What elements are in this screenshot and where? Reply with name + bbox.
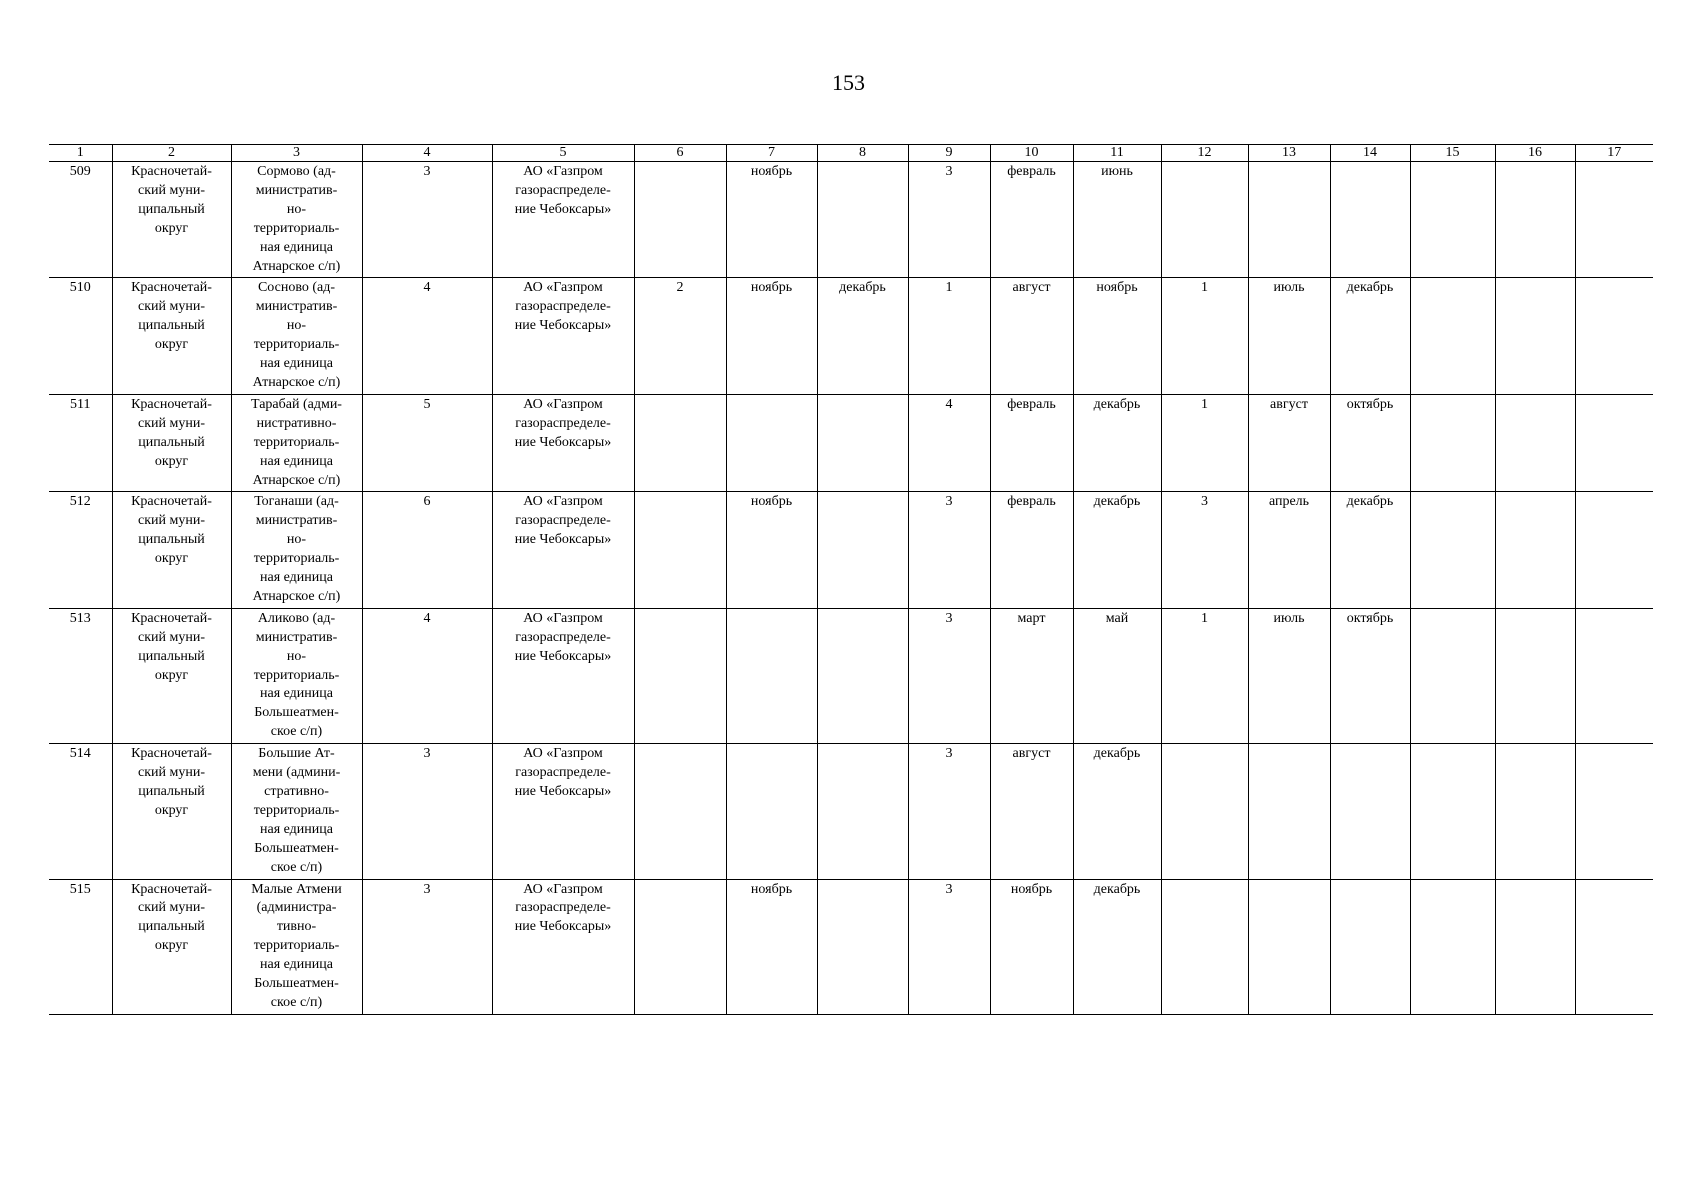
col-14-month-cell (1330, 162, 1410, 278)
row-number-cell: 514 (49, 744, 112, 879)
col-14-month-cell (1330, 879, 1410, 1014)
col-17-value-cell (1575, 608, 1653, 743)
table-row (49, 162, 1653, 278)
col-7-month-cell (726, 744, 817, 879)
col-8-month-cell: декабрь (817, 278, 908, 394)
settlement-cell: Аликово (ад- министратив- но- территориаль- ная единица Большеатмен- ское с/п) (231, 608, 362, 743)
col-8-month-cell (817, 394, 908, 492)
organization-cell: АО «Газпром газораспределе- ние Чебоксары» (492, 394, 634, 492)
column-header: 16 (1495, 145, 1575, 162)
municipality-cell: Красночетай- ский муни- ципальный округ (112, 394, 231, 492)
settlement-cell: Сосново (ад- министратив- но- территориаль- ная единица Атнарское с/п) (231, 278, 362, 394)
col-14-month-cell: октябрь (1330, 394, 1410, 492)
col-16-value-cell (1495, 608, 1575, 743)
column-header: 10 (990, 145, 1073, 162)
col-10-month-cell: ноябрь (990, 879, 1073, 1014)
col-12-value-cell (1161, 879, 1248, 1014)
col-16-value-cell (1495, 162, 1575, 278)
col-12-value-cell (1161, 162, 1248, 278)
table-row (49, 744, 1653, 879)
col-12-value-cell (1161, 744, 1248, 879)
col-13-month-cell (1248, 879, 1330, 1014)
col-8-month-cell (817, 162, 908, 278)
column-header: 9 (908, 145, 990, 162)
col-15-value-cell (1410, 394, 1495, 492)
col-13-month-cell (1248, 162, 1330, 278)
col-12-value-cell: 1 (1161, 394, 1248, 492)
quantity-cell: 4 (362, 278, 492, 394)
organization-cell: АО «Газпром газораспределе- ние Чебоксары» (492, 879, 634, 1014)
col-15-value-cell (1410, 492, 1495, 608)
col-8-month-cell (817, 879, 908, 1014)
col-9-value-cell: 3 (908, 492, 990, 608)
col-7-month-cell: ноябрь (726, 492, 817, 608)
header-row (49, 145, 1653, 162)
quantity-cell: 3 (362, 162, 492, 278)
col-9-value-cell: 3 (908, 744, 990, 879)
column-header: 13 (1248, 145, 1330, 162)
col-17-value-cell (1575, 394, 1653, 492)
col-9-value-cell: 3 (908, 162, 990, 278)
column-header: 14 (1330, 145, 1410, 162)
municipality-cell: Красночетай- ский муни- ципальный округ (112, 492, 231, 608)
municipality-cell: Красночетай- ский муни- ципальный округ (112, 879, 231, 1014)
col-16-value-cell (1495, 744, 1575, 879)
table-row (49, 278, 1653, 394)
col-7-month-cell (726, 608, 817, 743)
col-17-value-cell (1575, 162, 1653, 278)
col-11-month-cell: ноябрь (1073, 278, 1161, 394)
col-6-value-cell: 2 (634, 278, 726, 394)
col-15-value-cell (1410, 879, 1495, 1014)
col-6-value-cell (634, 394, 726, 492)
col-6-value-cell (634, 879, 726, 1014)
col-15-value-cell (1410, 278, 1495, 394)
column-header: 1 (49, 145, 112, 162)
col-15-value-cell (1410, 744, 1495, 879)
col-10-month-cell: август (990, 744, 1073, 879)
data-table (49, 144, 1653, 1015)
quantity-cell: 3 (362, 879, 492, 1014)
col-7-month-cell (726, 394, 817, 492)
col-17-value-cell (1575, 744, 1653, 879)
col-8-month-cell (817, 608, 908, 743)
organization-cell: АО «Газпром газораспределе- ние Чебоксары» (492, 278, 634, 394)
col-14-month-cell (1330, 744, 1410, 879)
table-row (49, 492, 1653, 608)
col-7-month-cell: ноябрь (726, 879, 817, 1014)
column-header: 5 (492, 145, 634, 162)
table-row (49, 879, 1653, 1014)
col-8-month-cell (817, 744, 908, 879)
quantity-cell: 3 (362, 744, 492, 879)
col-11-month-cell: май (1073, 608, 1161, 743)
row-number-cell: 510 (49, 278, 112, 394)
column-header: 6 (634, 145, 726, 162)
row-number-cell: 513 (49, 608, 112, 743)
organization-cell: АО «Газпром газораспределе- ние Чебоксары» (492, 744, 634, 879)
col-10-month-cell: февраль (990, 492, 1073, 608)
table-body (49, 162, 1653, 1015)
col-16-value-cell (1495, 492, 1575, 608)
column-header: 12 (1161, 145, 1248, 162)
settlement-cell: Сормово (ад- министратив- но- территориаль- ная единица Атнарское с/п) (231, 162, 362, 278)
row-number-cell: 509 (49, 162, 112, 278)
col-9-value-cell: 1 (908, 278, 990, 394)
page-number: 153 (832, 70, 865, 95)
row-number-cell: 511 (49, 394, 112, 492)
quantity-cell: 4 (362, 608, 492, 743)
settlement-cell: Тарабай (адми- нистративно- территориаль- ная единица Атнарское с/п) (231, 394, 362, 492)
row-number-cell: 515 (49, 879, 112, 1014)
table-row (49, 608, 1653, 743)
column-header: 15 (1410, 145, 1495, 162)
col-6-value-cell (634, 162, 726, 278)
col-17-value-cell (1575, 492, 1653, 608)
organization-cell: АО «Газпром газораспределе- ние Чебоксары» (492, 492, 634, 608)
col-9-value-cell: 3 (908, 608, 990, 743)
column-header: 3 (231, 145, 362, 162)
col-6-value-cell (634, 744, 726, 879)
municipality-cell: Красночетай- ский муни- ципальный округ (112, 608, 231, 743)
col-13-month-cell: апрель (1248, 492, 1330, 608)
municipality-cell: Красночетай- ский муни- ципальный округ (112, 278, 231, 394)
table-row (49, 394, 1653, 492)
col-10-month-cell: февраль (990, 162, 1073, 278)
col-12-value-cell: 1 (1161, 278, 1248, 394)
col-9-value-cell: 3 (908, 879, 990, 1014)
municipality-cell: Красночетай- ский муни- ципальный округ (112, 744, 231, 879)
col-16-value-cell (1495, 278, 1575, 394)
column-header: 2 (112, 145, 231, 162)
quantity-cell: 5 (362, 394, 492, 492)
col-13-month-cell (1248, 744, 1330, 879)
col-13-month-cell: июль (1248, 278, 1330, 394)
col-14-month-cell: декабрь (1330, 492, 1410, 608)
col-17-value-cell (1575, 879, 1653, 1014)
col-15-value-cell (1410, 608, 1495, 743)
col-13-month-cell: июль (1248, 608, 1330, 743)
col-6-value-cell (634, 608, 726, 743)
col-11-month-cell: декабрь (1073, 879, 1161, 1014)
settlement-cell: Малые Атмени (администра- тивно- территориаль- ная единица Большеатмен- ское с/п) (231, 879, 362, 1014)
col-7-month-cell: ноябрь (726, 278, 817, 394)
municipality-cell: Красночетай- ский муни- ципальный округ (112, 162, 231, 278)
column-header: 17 (1575, 145, 1653, 162)
col-9-value-cell: 4 (908, 394, 990, 492)
col-11-month-cell: декабрь (1073, 492, 1161, 608)
organization-cell: АО «Газпром газораспределе- ние Чебоксары» (492, 162, 634, 278)
column-header: 7 (726, 145, 817, 162)
col-10-month-cell: август (990, 278, 1073, 394)
col-10-month-cell: март (990, 608, 1073, 743)
col-14-month-cell: октябрь (1330, 608, 1410, 743)
col-15-value-cell (1410, 162, 1495, 278)
col-8-month-cell (817, 492, 908, 608)
column-header: 4 (362, 145, 492, 162)
col-11-month-cell: июнь (1073, 162, 1161, 278)
col-6-value-cell (634, 492, 726, 608)
col-16-value-cell (1495, 879, 1575, 1014)
column-header: 8 (817, 145, 908, 162)
row-number-cell: 512 (49, 492, 112, 608)
table-header (49, 145, 1653, 162)
column-header: 11 (1073, 145, 1161, 162)
col-11-month-cell: декабрь (1073, 744, 1161, 879)
col-7-month-cell: ноябрь (726, 162, 817, 278)
settlement-cell: Тоганаши (ад- министратив- но- территориаль- ная единица Атнарское с/п) (231, 492, 362, 608)
col-13-month-cell: август (1248, 394, 1330, 492)
col-11-month-cell: декабрь (1073, 394, 1161, 492)
col-17-value-cell (1575, 278, 1653, 394)
col-12-value-cell: 1 (1161, 608, 1248, 743)
col-12-value-cell: 3 (1161, 492, 1248, 608)
col-16-value-cell (1495, 394, 1575, 492)
col-14-month-cell: декабрь (1330, 278, 1410, 394)
quantity-cell: 6 (362, 492, 492, 608)
settlement-cell: Большие Ат- мени (админи- стративно- территориаль- ная единица Большеатмен- ское с/п) (231, 744, 362, 879)
col-10-month-cell: февраль (990, 394, 1073, 492)
organization-cell: АО «Газпром газораспределе- ние Чебоксары» (492, 608, 634, 743)
